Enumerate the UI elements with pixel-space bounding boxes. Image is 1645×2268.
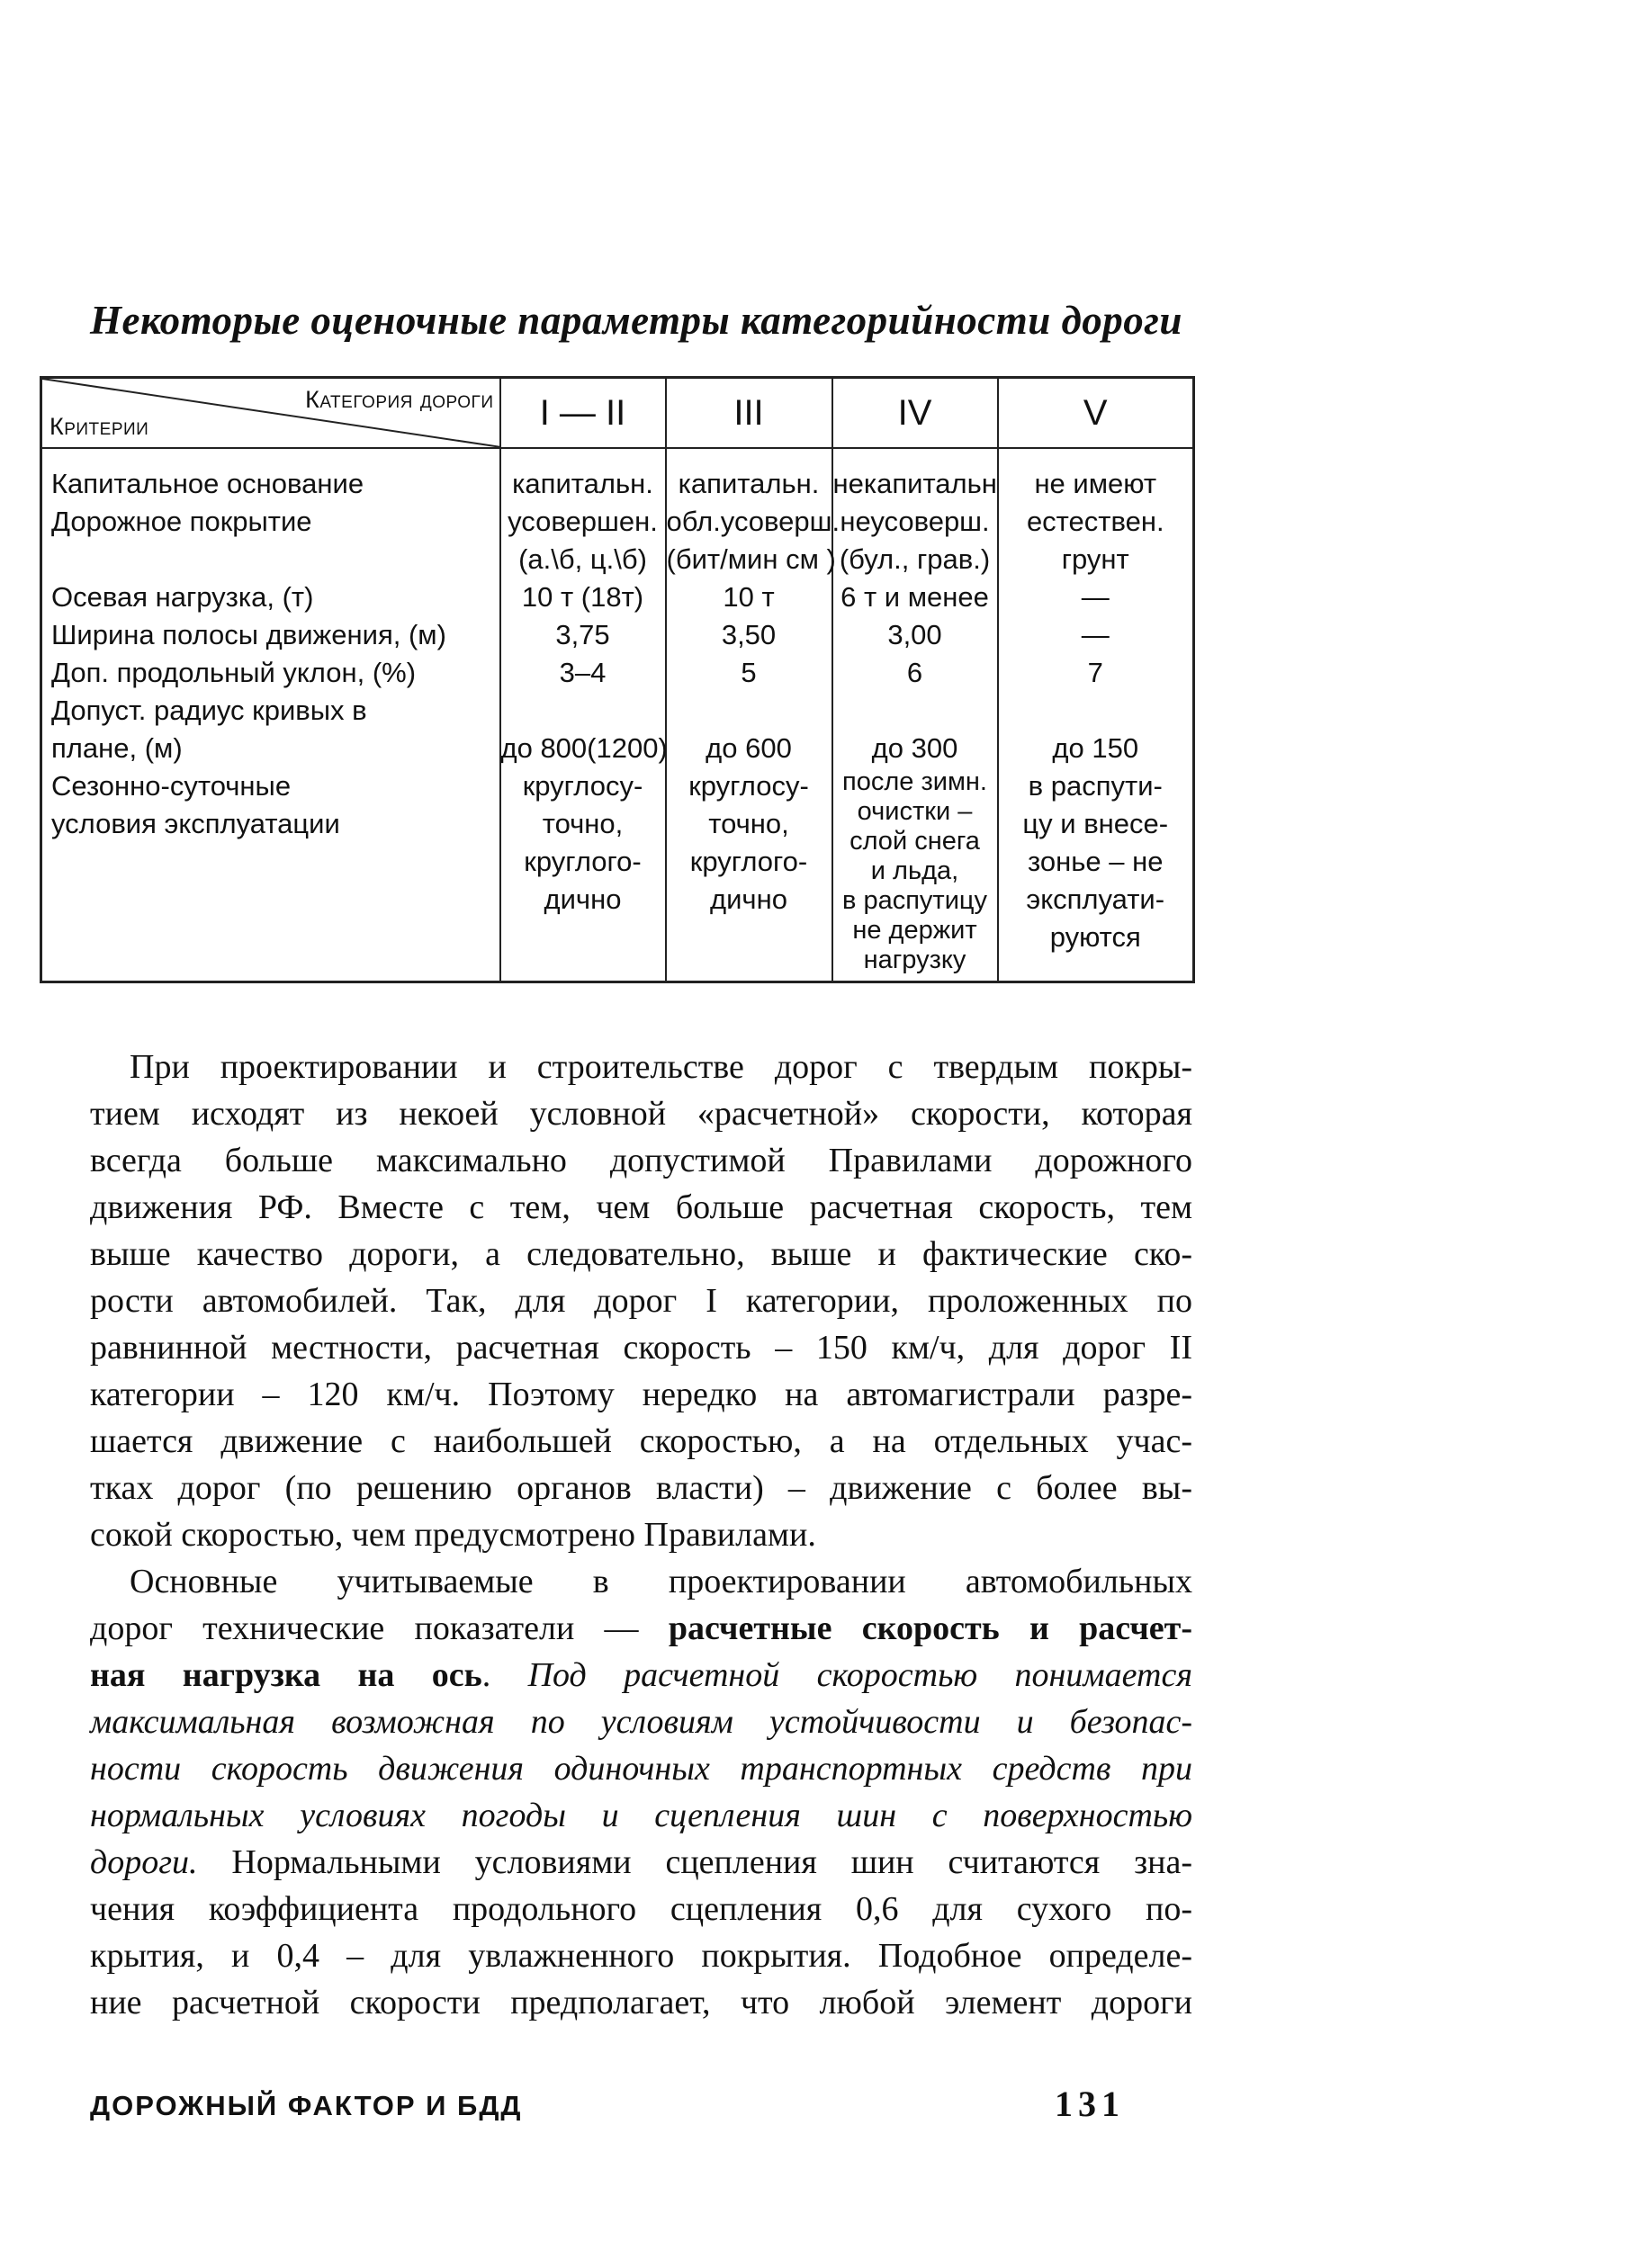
table-cell: не имеют bbox=[1034, 468, 1157, 499]
table-cell: 6 т и менее bbox=[840, 581, 989, 613]
text-line bbox=[90, 1839, 1192, 1886]
table-cell: до 300 bbox=[871, 732, 958, 764]
criteria-item: условия эксплуатации bbox=[51, 808, 340, 839]
body-text bbox=[90, 1044, 1192, 2026]
bold-term: расчетные скорость и расчет- bbox=[668, 1609, 1192, 1647]
table-cell bbox=[999, 692, 1193, 730]
italic-definition: нормальных условиях погоды и сцепления шин с поверхностью bbox=[90, 1797, 1192, 1834]
paragraph-1 bbox=[90, 1044, 1192, 1558]
criteria-item: плане, (м) bbox=[51, 732, 183, 764]
table-cell: круглого- bbox=[689, 846, 808, 877]
table-cell: — bbox=[1081, 619, 1110, 650]
table-cell: 7 bbox=[1087, 657, 1103, 688]
text-run: Нормальными условиями сцепления шин считаются зна- bbox=[197, 1843, 1192, 1881]
paragraph-2 bbox=[90, 1558, 1192, 2026]
table-cell: точно, bbox=[542, 808, 624, 839]
column-header-4: V bbox=[998, 378, 1194, 449]
text-line: тках дорог (по решению органов власти) – движение с более вы- bbox=[90, 1469, 1192, 1507]
table-cell: 3,00 bbox=[887, 619, 942, 650]
header-criteria-label: Критерии bbox=[49, 413, 149, 440]
column-header-1: I — II bbox=[500, 378, 666, 449]
table-cell: капитальн. bbox=[678, 468, 820, 499]
table-cell: круглосу- bbox=[522, 770, 643, 802]
category-3-column bbox=[666, 448, 840, 982]
header-corner-cell bbox=[41, 378, 500, 449]
table-cell: грунт bbox=[1061, 543, 1129, 575]
text-run: дорог технические показатели — bbox=[90, 1609, 669, 1647]
table-cell bbox=[833, 692, 997, 730]
table-cell: (бул., грав.) bbox=[839, 543, 991, 575]
table-cell: до 800(1200) bbox=[500, 732, 668, 764]
table-cell: круглого- bbox=[524, 846, 642, 877]
italic-definition: ности скорость движения одиночных транспортных средств при bbox=[90, 1750, 1192, 1788]
italic-definition: дороги. bbox=[90, 1843, 198, 1881]
road-category-table bbox=[40, 376, 1195, 983]
running-title: ДОРОЖНЫЙ ФАКТОР И БДД bbox=[90, 2090, 523, 2121]
table-cell: 10 т (18т) bbox=[521, 581, 644, 613]
table-cell: 3–4 bbox=[559, 657, 607, 688]
table-cell: естествен. bbox=[1026, 506, 1164, 537]
text-line: шается движение с наибольшей скоростью, а на отдельных учас- bbox=[90, 1422, 1192, 1460]
table-cell: эксплуати- bbox=[1026, 883, 1165, 915]
text-line: ние расчетной скорости предполагает, что любой элемент дороги bbox=[90, 1984, 1192, 2021]
table-cell: и льда, bbox=[870, 856, 959, 885]
table-cell bbox=[667, 692, 831, 730]
italic-definition: Под расчетной скоростью понимается bbox=[527, 1656, 1192, 1694]
table-cell: неусоверш. bbox=[840, 506, 990, 537]
text-run: . bbox=[481, 1656, 528, 1694]
table-cell: в распутицу bbox=[841, 886, 987, 915]
category-1-2-column bbox=[500, 448, 666, 982]
table-cell: слой снега bbox=[849, 827, 980, 856]
text-line: крытия, и 0,4 – для увлажненного покрытия. Подобное определе- bbox=[90, 1937, 1192, 1975]
table-cell: капитальн. bbox=[512, 468, 653, 499]
table-cell: 10 т bbox=[723, 581, 775, 613]
text-line: чения коэффициента продольного сцепления 0,6 для сухого по- bbox=[90, 1890, 1192, 1928]
table-title: Некоторые оценочные параметры категорийности дороги bbox=[90, 298, 1182, 343]
bold-term: ная нагрузка на ось bbox=[90, 1656, 482, 1694]
text-line: Основные учитываемые в проектировании автомобильных bbox=[130, 1563, 1192, 1600]
table-cell: не держит bbox=[852, 916, 977, 945]
criteria-item bbox=[51, 541, 499, 578]
table-cell: зонье – не bbox=[1028, 846, 1164, 877]
table-cell: нагрузку bbox=[863, 946, 966, 974]
text-line: выше качество дороги, а следовательно, выше и фактические ско- bbox=[90, 1235, 1192, 1273]
page-number: 131 bbox=[1055, 2084, 1125, 2124]
category-4-column bbox=[832, 448, 998, 982]
table-cell bbox=[501, 692, 665, 730]
table-cell: после зимн. bbox=[842, 767, 987, 796]
table-cell: некапитальн bbox=[832, 468, 997, 499]
table-cell: — bbox=[1081, 581, 1110, 613]
text-line bbox=[90, 1652, 1192, 1699]
criteria-item: Осевая нагрузка, (т) bbox=[51, 581, 314, 613]
table-cell: до 600 bbox=[706, 732, 792, 764]
text-line: При проектировании и строительстве дорог с твердым покры- bbox=[130, 1048, 1192, 1086]
category-5-column bbox=[998, 448, 1194, 982]
italic-definition: максимальная возможная по условиям устойчивости и безопас- bbox=[90, 1703, 1192, 1741]
table-cell: обл.усоверш. bbox=[666, 506, 840, 537]
table-cell: 3,50 bbox=[721, 619, 777, 650]
table-cell: точно, bbox=[708, 808, 789, 839]
table-cell: (а.\б, ц.\б) bbox=[518, 543, 647, 575]
table-cell: дично bbox=[710, 883, 787, 915]
text-line: тием исходят из некоей условной «расчетной» скорости, которая bbox=[90, 1095, 1192, 1133]
text-line: равнинной местности, расчетная скорость – 150 км/ч, для дорог II bbox=[90, 1329, 1192, 1367]
text-line bbox=[90, 1605, 1192, 1652]
column-header-3: IV bbox=[832, 378, 998, 449]
criteria-item: Ширина полосы движения, (м) bbox=[51, 619, 446, 650]
table-cell: 3,75 bbox=[555, 619, 610, 650]
table-cell: 5 bbox=[741, 657, 757, 688]
table-cell: руются bbox=[1049, 921, 1141, 953]
criteria-item: Сезонно-суточные bbox=[51, 770, 292, 802]
text-line: рости автомобилей. Так, для дорог I категории, проложенных по bbox=[90, 1282, 1192, 1320]
criteria-item: Капитальное основание bbox=[51, 468, 364, 499]
table-cell: в распути- bbox=[1028, 770, 1163, 802]
criteria-item: Доп. продольный уклон, (%) bbox=[51, 657, 417, 688]
criteria-item: Допуст. радиус кривых в bbox=[51, 695, 367, 726]
table-cell: дично bbox=[544, 883, 622, 915]
table-cell: очистки – bbox=[857, 797, 973, 826]
header-category-label: Категория дороги bbox=[305, 386, 494, 413]
table-cell: 6 bbox=[906, 657, 923, 688]
text-line: категории – 120 км/ч. Поэтому нередко на автомагистрали разре- bbox=[90, 1376, 1192, 1413]
table-cell: усовершен. bbox=[508, 506, 658, 537]
text-line: всегда больше максимально допустимой Правилами дорожного bbox=[90, 1142, 1192, 1179]
text-line: сокой скоростью, чем предусмотрено Правилами. bbox=[90, 1516, 816, 1554]
table-cell: цу и внесе- bbox=[1022, 808, 1169, 839]
criteria-item: Дорожное покрытие bbox=[51, 506, 312, 537]
table-cell: (бит/мин см ) bbox=[666, 543, 836, 575]
column-header-2: III bbox=[666, 378, 832, 449]
criteria-column bbox=[41, 448, 500, 982]
table-cell: круглосу- bbox=[688, 770, 809, 802]
table-cell: до 150 bbox=[1052, 732, 1139, 764]
text-line: движения РФ. Вместе с тем, чем больше расчетная скорость, тем bbox=[90, 1188, 1192, 1226]
